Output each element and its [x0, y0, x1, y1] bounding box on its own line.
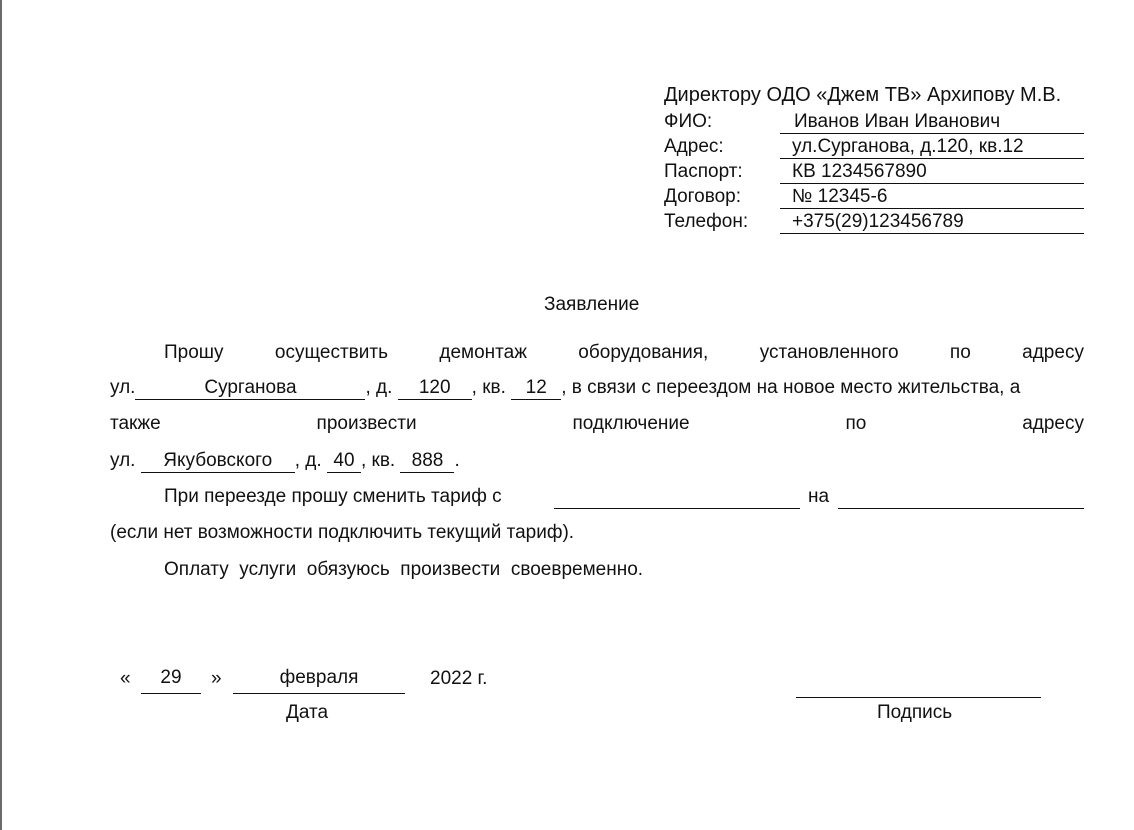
header-field-contract: [664, 186, 1084, 211]
year-value: 2022 г.: [430, 668, 488, 689]
addressee-line: Директору ОДО «Джем ТВ» Архипову М.В.: [664, 84, 1062, 106]
month-value: февраля: [233, 667, 405, 694]
header-field-passport: [664, 161, 1084, 186]
para1-line4: [110, 450, 1084, 476]
document-title: Заявление: [544, 294, 640, 315]
word: адресу: [1022, 342, 1084, 363]
house-label: , д.: [365, 377, 393, 398]
quote-close: »: [211, 668, 222, 689]
word: подключение: [572, 413, 690, 434]
word: по: [949, 342, 971, 363]
contract-value: № 12345-6: [780, 186, 1084, 209]
old-house-value: 120: [398, 377, 472, 400]
para1-line2: [110, 377, 1084, 403]
end-period: .: [454, 450, 460, 471]
page-left-edge: [0, 0, 2, 830]
header-field-address: [664, 136, 1084, 161]
header-field-phone: [664, 211, 1084, 236]
phone-value: +375(29)123456789: [780, 211, 1084, 234]
field-label: Адрес:: [664, 136, 724, 157]
tariff-text-before: При переезде прошу сменить тариф с: [164, 486, 502, 507]
word: по: [845, 413, 867, 434]
quote-open: «: [120, 668, 131, 689]
word: установленного: [759, 342, 899, 363]
field-label: Договор:: [664, 186, 742, 207]
header-field-fio: [664, 111, 1084, 136]
signature-line[interactable]: [796, 697, 1041, 698]
para1-line3: [110, 413, 1084, 439]
word: произвести: [316, 413, 417, 434]
new-street-value: Якубовского: [141, 450, 295, 473]
para1-line1: [164, 342, 1084, 368]
field-label: Телефон:: [664, 211, 749, 232]
new-house-value: 40: [327, 450, 361, 473]
new-flat-value: 888: [400, 450, 454, 473]
date-label: Дата: [286, 702, 329, 723]
word: также: [110, 413, 161, 434]
day-value: 29: [141, 667, 201, 694]
word: демонтаж: [439, 342, 527, 363]
house-label: , д.: [294, 450, 322, 471]
field-label: Паспорт:: [664, 161, 743, 182]
flat-label: , кв.: [471, 377, 506, 398]
word: осуществить: [274, 342, 388, 363]
tariff-text-middle: на: [808, 486, 830, 507]
street-prefix: ул.: [110, 377, 136, 398]
payment-commitment: Оплату услуги обязуюсь произвести своевременно.: [164, 559, 644, 580]
word: оборудования,: [578, 342, 709, 363]
old-tariff-field[interactable]: [554, 486, 800, 509]
tariff-note: (если нет возможности подключить текущий тариф).: [110, 522, 575, 543]
new-tariff-field[interactable]: [838, 486, 1084, 509]
flat-label: , кв.: [360, 450, 396, 471]
word: Прошу: [164, 342, 224, 363]
field-label: ФИО:: [664, 111, 713, 132]
address-value: ул.Сурганова, д.120, кв.12: [780, 136, 1084, 159]
line2-rest: , в связи с переездом на новое место жительства, а: [561, 377, 1021, 398]
passport-value: КВ 1234567890: [780, 161, 1084, 184]
fio-value: Иванов Иван Иванович: [780, 111, 1084, 134]
signature-label: Подпись: [877, 702, 953, 723]
old-street-value: Сурганова: [135, 377, 365, 400]
word: адресу: [1022, 413, 1084, 434]
street-prefix: ул.: [110, 450, 136, 471]
old-flat-value: 12: [511, 377, 561, 400]
